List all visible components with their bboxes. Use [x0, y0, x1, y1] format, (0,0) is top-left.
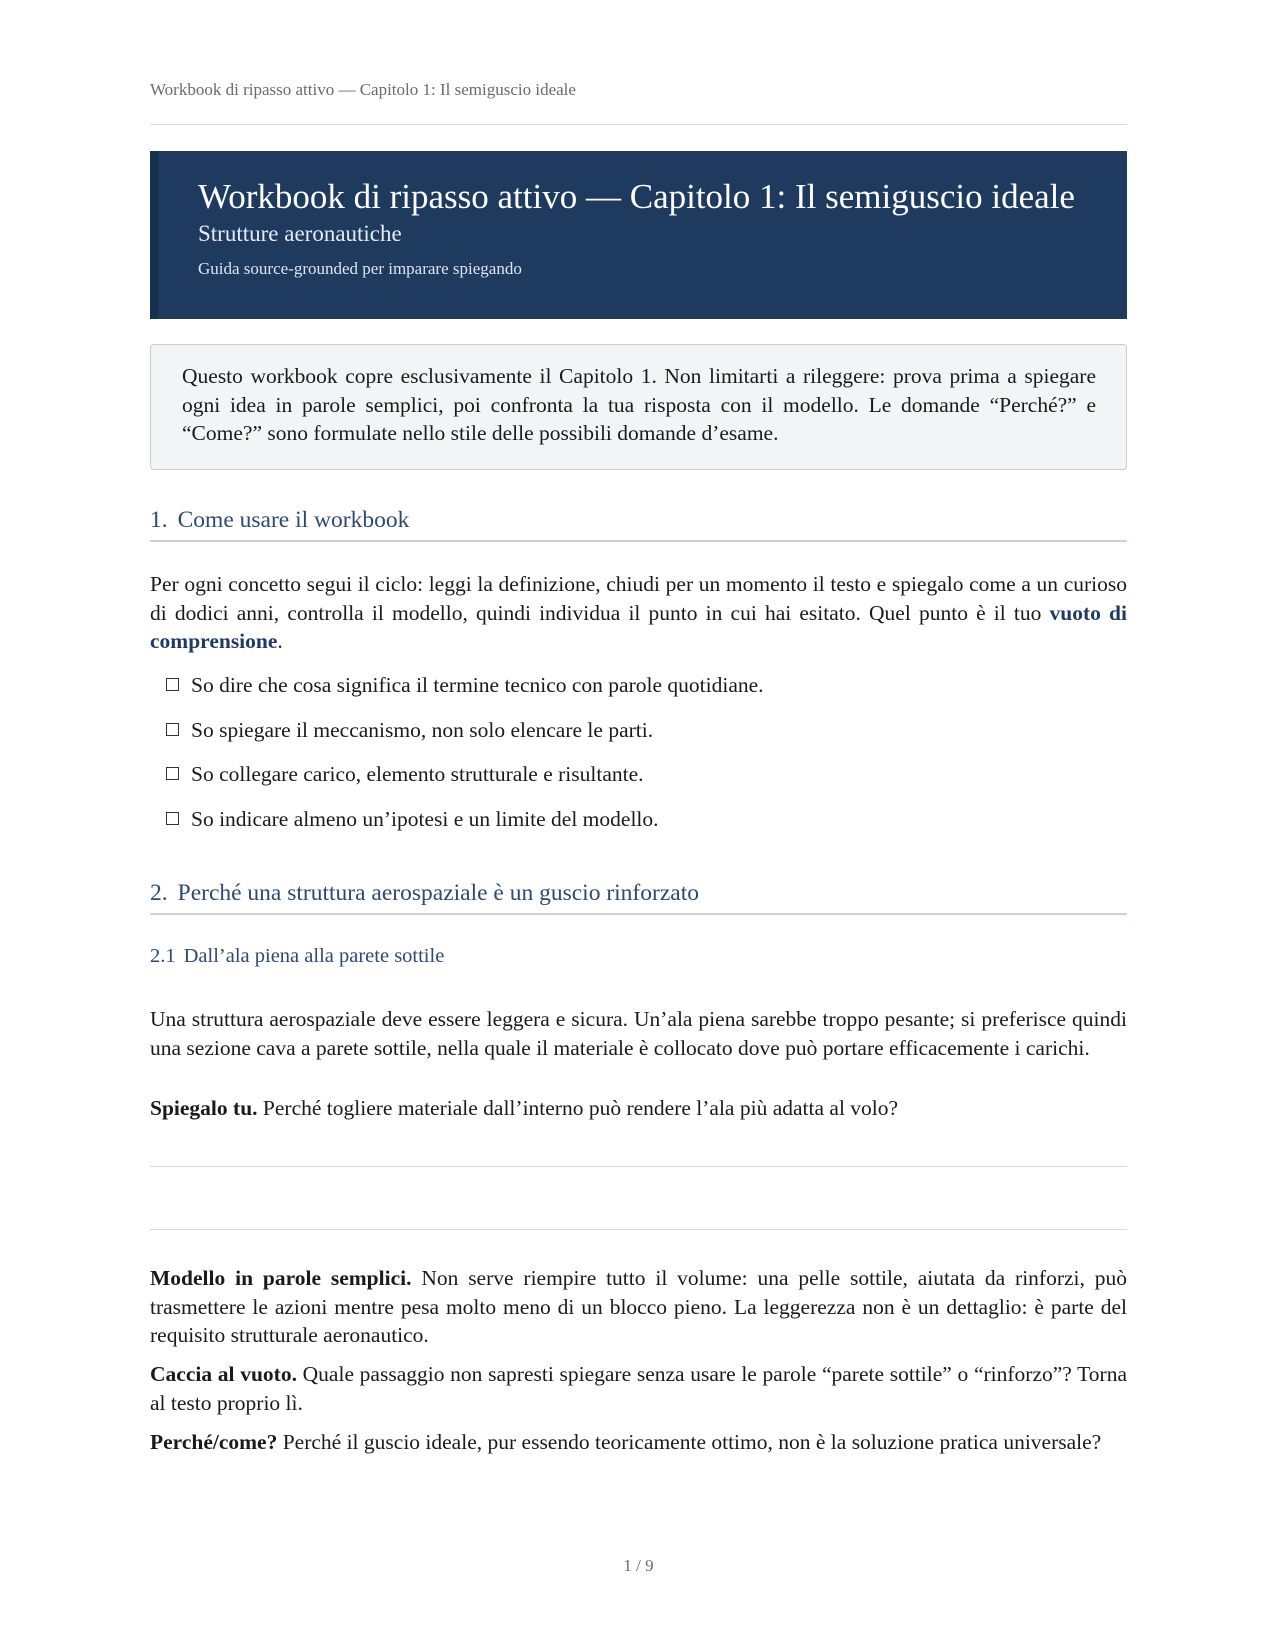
gap-text: Quale passaggio non sapresti spiegare senza usare le parole “parete sottile” o “rinforzo”? Torna al testo proprio lì. [150, 1362, 1127, 1415]
paragraph-end: . [277, 629, 283, 653]
prompt-text: Perché togliere materiale dall’interno può rendere l’ala più adatta al volo? [257, 1096, 899, 1120]
why-label: Perché/come? [150, 1430, 278, 1454]
document-tagline: Guida source-grounded per imparare spiegando [198, 259, 522, 279]
intro-box: Questo workbook copre esclusivamente il Capitolo 1. Non limitarti a rileggere: prova prima a spiegare ogni idea in parole semplici, poi confronta la tua risposta con il modello. Le domande “Perché?” e “Come?” sono formulate nello stile delle possibili domande d’esame. [150, 344, 1127, 470]
subsection-heading-2-1 [150, 945, 444, 968]
section-heading-2 [150, 880, 1127, 915]
section-title: Perché una struttura aerospaziale è un guscio rinforzato [177, 880, 699, 906]
section-heading-1 [150, 507, 1127, 542]
checklist-label: So spiegare il meccanismo, non solo elencare le parti. [191, 718, 654, 742]
checklist-item[interactable] [166, 718, 653, 743]
checklist-item[interactable] [166, 807, 659, 832]
model-label: Modello in parole semplici. [150, 1266, 412, 1290]
checkbox-icon[interactable] [166, 678, 179, 691]
section-number: 2. [150, 880, 168, 906]
section-2-body: Una struttura aerospaziale deve essere leggera e sicura. Un’ala piena sarebbe troppo pesante; si preferisce quindi una sezione cava a parete sottile, nella quale il materiale è collocato dove può portare efficacemente i carichi. [150, 1007, 1127, 1060]
gap-label: Caccia al vuoto. [150, 1362, 297, 1386]
model-text: Non serve riempire tutto il volume: una pelle sottile, aiutata da rinforzi, può trasmettere le azioni mentre pesa molto meno di un blocco pieno. La leggerezza non è un dettaglio: è parte del requisito strutturale aeronautico. [150, 1266, 1127, 1347]
document-title: Workbook di ripasso attivo — Capitolo 1: Il semiguscio ideale [198, 177, 1075, 216]
explain-prompt [150, 1094, 1127, 1123]
page-number: 1 / 9 [623, 1556, 654, 1575]
checkbox-icon[interactable] [166, 723, 179, 736]
why-how-question [150, 1428, 1127, 1457]
section-1-paragraph [150, 570, 1127, 656]
checklist-label: So collegare carico, elemento strutturale e risultante. [191, 762, 644, 786]
subsection-number: 2.1 [150, 945, 176, 967]
running-head: Workbook di ripasso attivo — Capitolo 1: Il semiguscio ideale [150, 80, 576, 99]
checklist-label: So dire che cosa significa il termine tecnico con parole quotidiane. [191, 673, 764, 697]
section-title: Come usare il workbook [177, 507, 410, 533]
why-text: Perché il guscio ideale, pur essendo teoricamente ottimo, non è la soluzione pratica universale? [277, 1430, 1102, 1454]
subsection-title: Dall’ala piena alla parete sottile [183, 945, 445, 967]
document-subtitle: Strutture aeronautiche [198, 221, 402, 247]
header-divider [150, 124, 1127, 125]
prompt-label: Spiegalo tu. [150, 1096, 258, 1120]
gap-hunt [150, 1360, 1127, 1417]
checklist-item[interactable] [166, 673, 764, 698]
checklist-item[interactable] [166, 762, 644, 787]
model-answer [150, 1264, 1127, 1350]
title-banner [150, 151, 1127, 319]
key-term: vuoto di comprensione [150, 600, 1127, 653]
checklist-label: So indicare almeno un’ipotesi e un limite del modello. [191, 807, 659, 831]
answer-line[interactable] [150, 1166, 1127, 1167]
paragraph-text: Per ogni concetto segui il ciclo: leggi la definizione, chiudi per un momento il testo e spiegalo come a un curioso di dodici anni, controlla il modello, quindi individua il punto in cui hai esitato. Quel punto è il tuo [150, 572, 1127, 625]
checkbox-icon[interactable] [166, 767, 179, 780]
answer-line[interactable] [150, 1229, 1127, 1230]
checkbox-icon[interactable] [166, 812, 179, 825]
section-number: 1. [150, 507, 168, 533]
